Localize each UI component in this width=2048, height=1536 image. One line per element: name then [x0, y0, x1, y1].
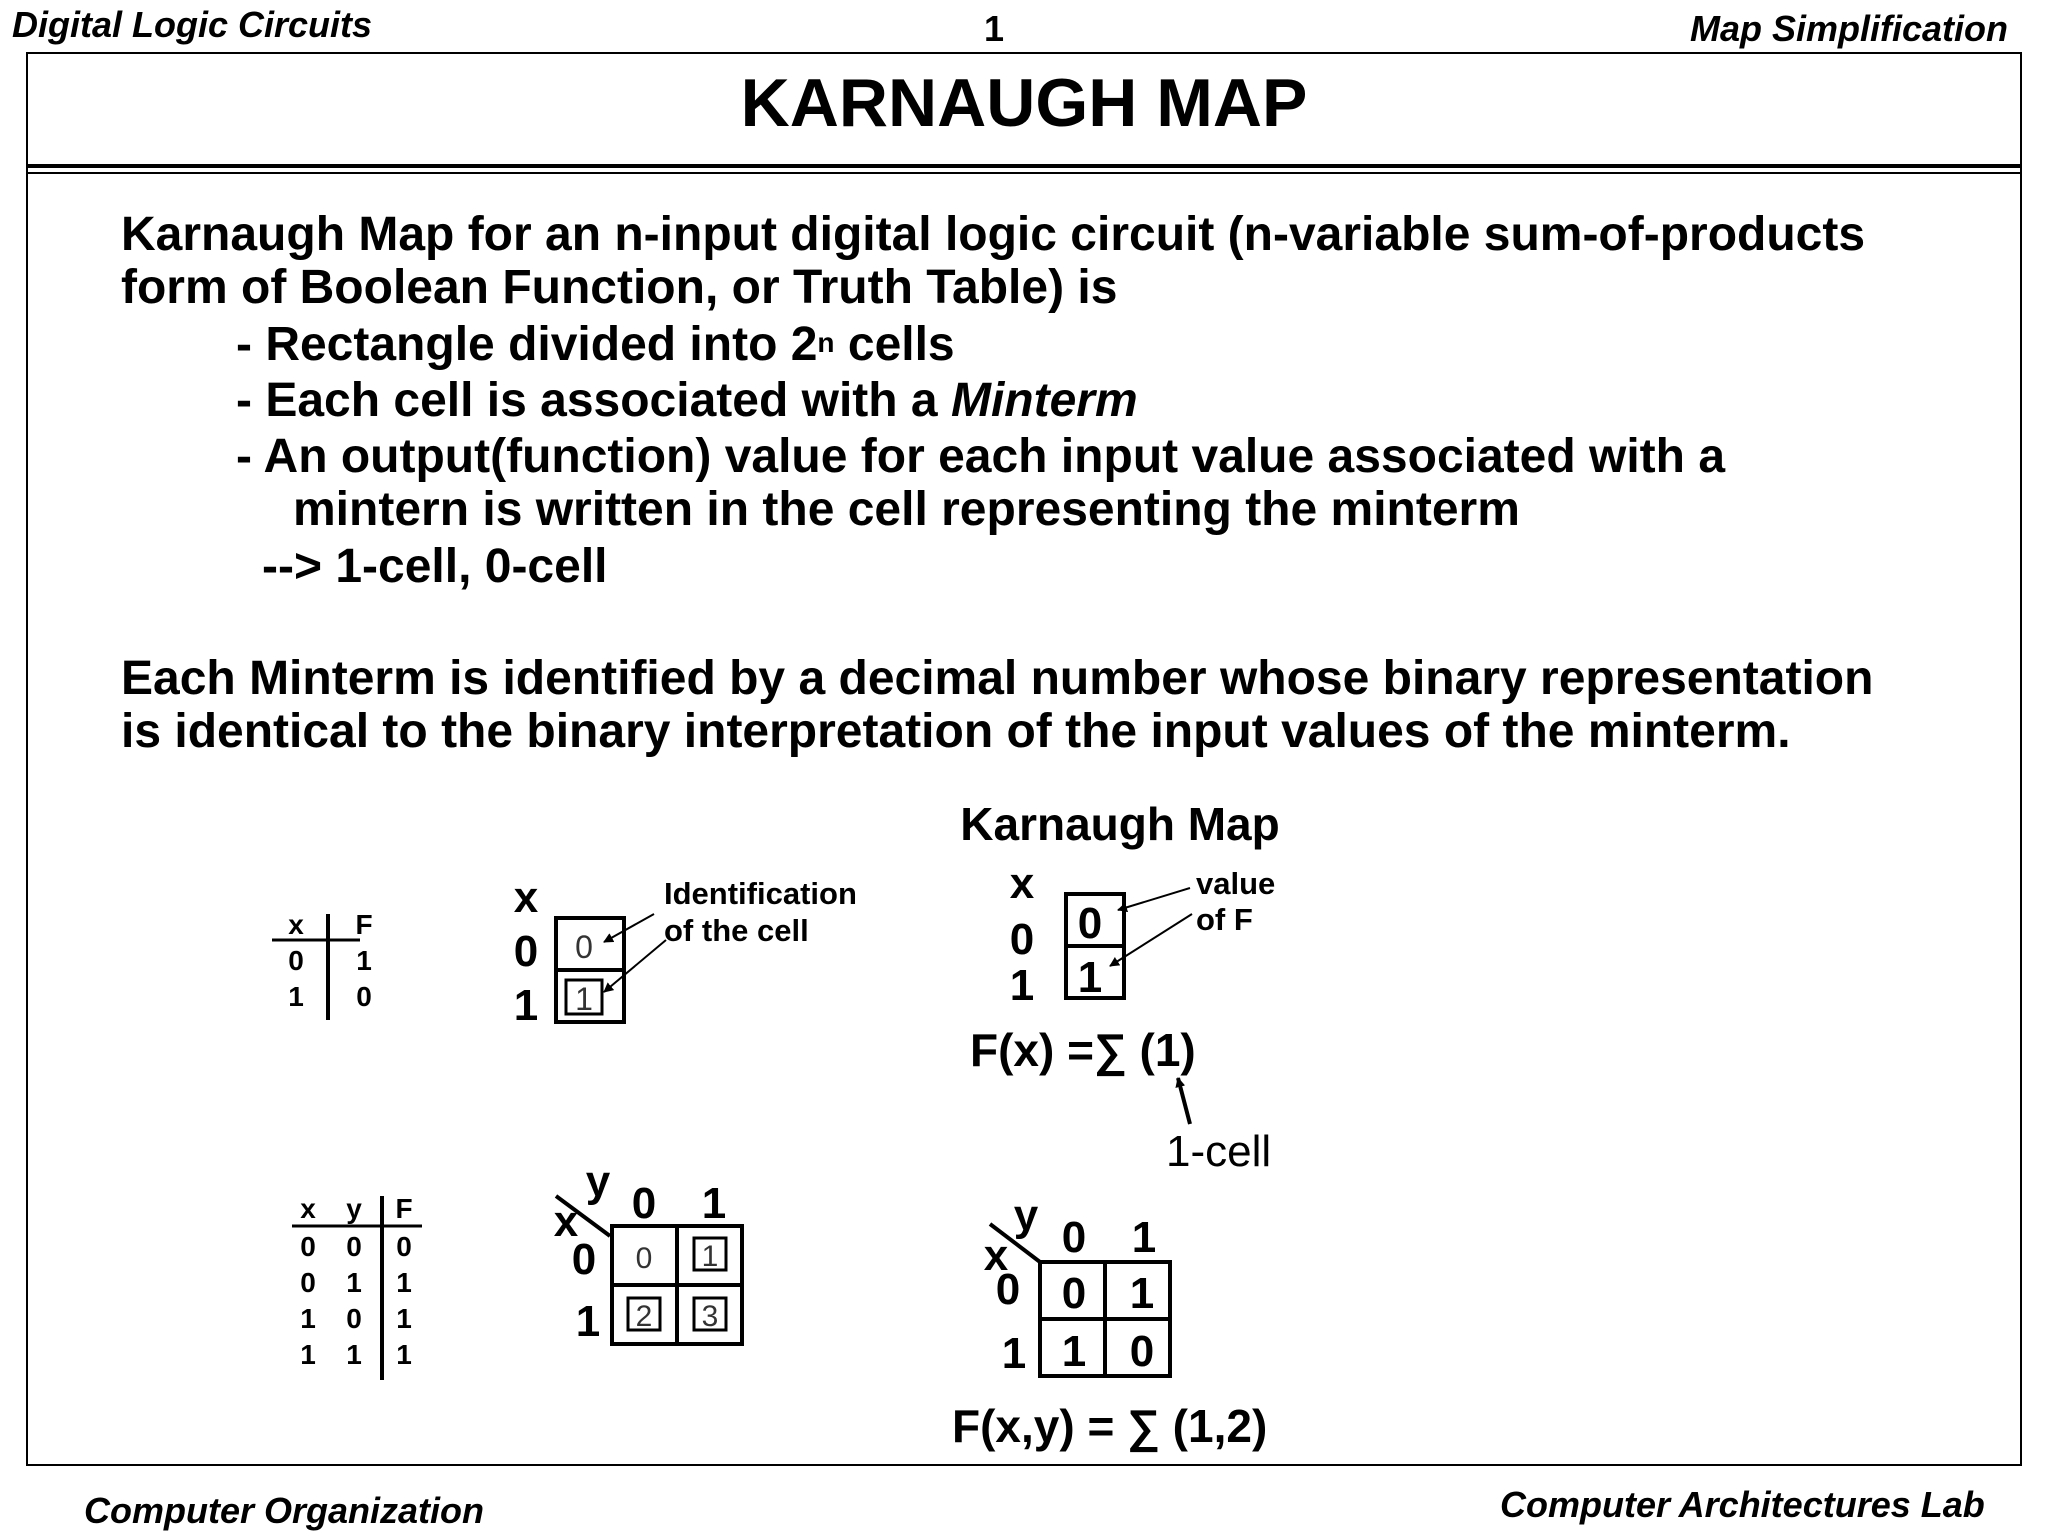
val-map2-row-label: 1: [1001, 1329, 1027, 1378]
intro-line-1: Karnaugh Map for an n-input digital logic circuit (n-variable sum-of-products: [121, 208, 1866, 261]
val-map2-cell: 1: [1129, 1269, 1155, 1318]
id-map2-cell: 1: [701, 1240, 719, 1273]
footer-left: Computer Organization: [84, 1490, 485, 1531]
truth-table-1: [272, 909, 373, 1020]
id-arrow: [604, 940, 666, 992]
tt2-cell: 1: [396, 1339, 412, 1370]
bullet-rectangle-end: cells: [834, 318, 955, 371]
id-map1-cell: 1: [575, 981, 593, 1017]
id-map2-row-label: 0: [571, 1235, 597, 1284]
id-annotation-line-2: of the cell: [664, 913, 809, 948]
tt2-cell: 1: [300, 1339, 316, 1370]
id-map2-cell: 0: [635, 1242, 653, 1275]
tt1-header-x: x: [288, 909, 304, 940]
superscript-n: n: [817, 327, 835, 358]
val-map2-col-label: 0: [1061, 1213, 1087, 1262]
tt2-cell: 0: [346, 1231, 362, 1262]
value-arrow: [1118, 888, 1190, 910]
tt1-cell: 0: [288, 945, 304, 976]
id-map1-row-label: 0: [513, 927, 539, 976]
bullet-output-line-2: mintern is written in the cell representing the minterm: [293, 483, 1520, 536]
tt1-header-f: F: [355, 909, 373, 940]
bullet-minterm-text: - Each cell is associated with a: [236, 374, 951, 427]
id-map2-row-var: x: [553, 1197, 579, 1246]
tt2-cell: 0: [396, 1231, 412, 1262]
id-map-1: [514, 873, 857, 1030]
id-map2-col-label: 0: [631, 1179, 657, 1228]
tt2-header-x: x: [300, 1193, 316, 1224]
value-annotation-line-1: value: [1196, 866, 1276, 901]
minterm-italic: Minterm: [950, 374, 1138, 427]
kmap-heading: Karnaugh Map: [960, 798, 1280, 850]
id-annotation-line-1: Identification: [664, 876, 857, 911]
tt2-cell: 1: [346, 1339, 362, 1370]
tt2-cell: 1: [346, 1267, 362, 1298]
tt2-cell: 0: [346, 1303, 362, 1334]
val-map2-col-label: 1: [1131, 1213, 1157, 1262]
id-map2-col-label: 1: [701, 1179, 727, 1228]
tt2-cell: 1: [300, 1303, 316, 1334]
footer-right: Computer Architectures Lab: [1500, 1484, 1985, 1525]
header-left: Digital Logic Circuits: [12, 4, 373, 45]
value-annotation-line-2: of F: [1196, 902, 1253, 937]
formula-f-xy: F(x,y) = ∑ (1,2): [952, 1400, 1268, 1452]
cell-types-line: --> 1-cell, 0-cell: [262, 540, 608, 593]
truth-table-2: [292, 1193, 422, 1380]
minterm-line-1: Each Minterm is identified by a decimal number whose binary representation: [121, 652, 1874, 705]
val-map2-cell: 0: [1061, 1269, 1087, 1318]
val-map1-cell: 1: [1077, 953, 1103, 1002]
id-map2-col-var: y: [585, 1157, 611, 1206]
bullet-output-line-1: - An output(function) value for each input value associated with a: [236, 430, 1726, 483]
tt2-cell: 0: [300, 1267, 316, 1298]
val-map1-cell: 0: [1077, 899, 1103, 948]
val-map2-row-var: x: [983, 1231, 1009, 1280]
one-cell-label: 1-cell: [1166, 1127, 1272, 1176]
tt2-cell: 1: [396, 1303, 412, 1334]
slide-title: KARNAUGH MAP: [740, 65, 1308, 141]
id-map2-cell: 3: [701, 1300, 719, 1333]
header-right: Map Simplification: [1690, 8, 2009, 49]
minterm-line-2: is identical to the binary interpretation of the input values of the minterm.: [121, 705, 1791, 758]
tt1-cell: 1: [356, 945, 372, 976]
tt2-cell: 1: [396, 1267, 412, 1298]
tt2-header-f: F: [395, 1193, 413, 1224]
id-map1-var: x: [513, 873, 539, 922]
val-map1-var: x: [1009, 859, 1035, 908]
val-map1-row-label: 1: [1009, 961, 1035, 1010]
tt1-cell: 0: [356, 981, 372, 1012]
tt1-cell: 1: [288, 981, 304, 1012]
tt2-cell: 0: [300, 1231, 316, 1262]
id-map-2: [554, 1157, 742, 1346]
page-number: 1: [984, 8, 1005, 49]
value-map-2: [952, 1191, 1267, 1453]
val-map2-row-label: 0: [995, 1265, 1021, 1314]
id-map2-row-label: 1: [575, 1297, 601, 1346]
formula-f-x: F(x) =∑ (1): [970, 1024, 1196, 1076]
intro-line-2: form of Boolean Function, or Truth Table) is: [121, 261, 1118, 314]
val-map1-row-label: 0: [1009, 915, 1035, 964]
bullet-rectangle-text: - Rectangle divided into 2: [236, 318, 818, 371]
id-map2-cell: 2: [635, 1300, 653, 1333]
val-map2-col-var: y: [1013, 1191, 1039, 1240]
value-map-1: [970, 859, 1275, 1176]
val-map2-cell: 1: [1061, 1327, 1087, 1376]
id-map1-row-label: 1: [513, 981, 539, 1030]
tt2-header-y: y: [346, 1193, 362, 1224]
val-map2-cell: 0: [1129, 1327, 1155, 1376]
id-map1-cell: 0: [575, 929, 593, 965]
one-cell-arrow: [1178, 1078, 1190, 1124]
